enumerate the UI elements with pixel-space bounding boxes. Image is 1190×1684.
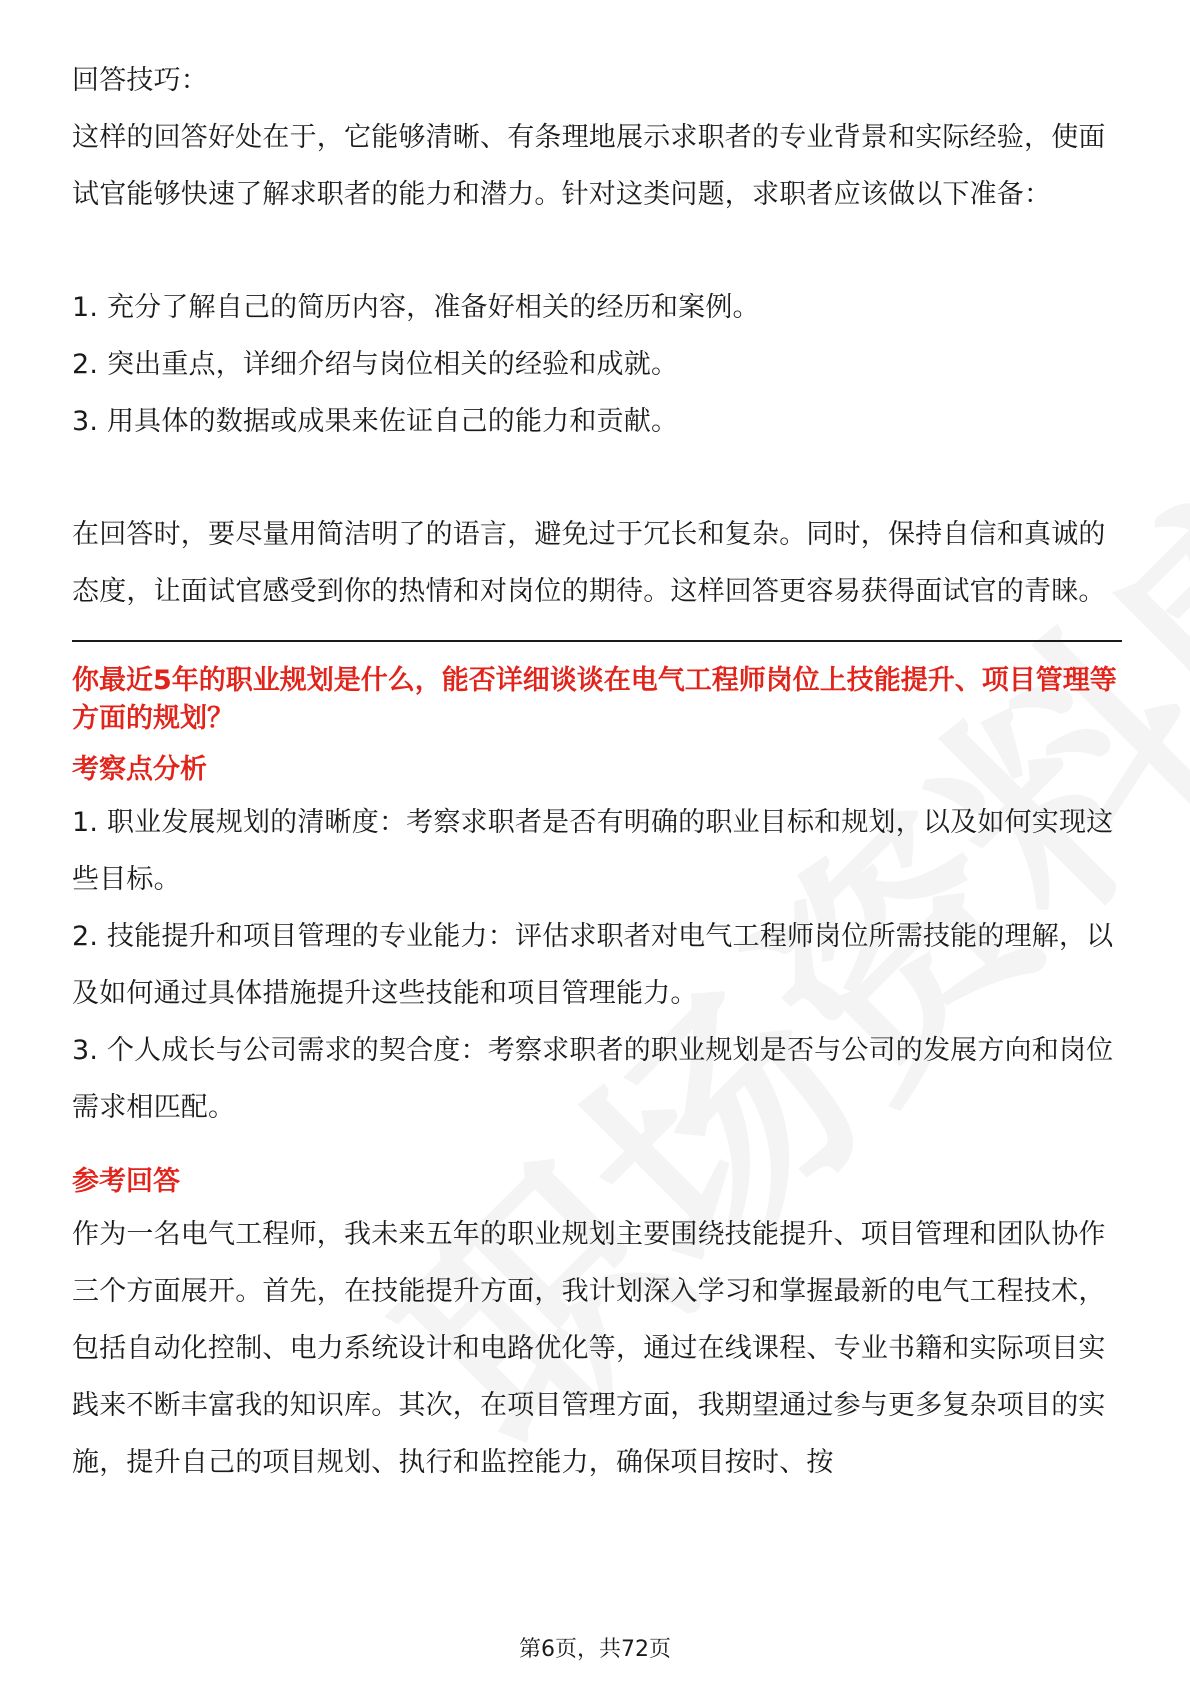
tip-item-2: 2. 突出重点，详细介绍与岗位相关的经验和成就。 bbox=[72, 349, 679, 380]
interview-question: 你最近5年的职业规划是什么，能否详细谈谈在电气工程师岗位上技能提升、项目管理等方面的规划？ bbox=[72, 665, 1117, 734]
page-content bbox=[72, 52, 1122, 1491]
analysis-title: 考察点分析 bbox=[72, 754, 207, 785]
tips-heading: 回答技巧： bbox=[72, 65, 208, 96]
tip-item-1: 1. 充分了解自己的简历内容，准备好相关的经历和案例。 bbox=[72, 292, 760, 323]
spacer bbox=[72, 223, 1122, 279]
spacer bbox=[72, 450, 1122, 506]
section-divider bbox=[72, 640, 1122, 642]
page-number: 第6页，共72页 bbox=[519, 1637, 671, 1662]
closing-paragraph: 在回答时，要尽量用简洁明了的语言，避免过于冗长和复杂。同时，保持自信和真诚的态度，让面试官感受到你的热情和对岗位的期待。这样回答更容易获得面试官的青睐。 bbox=[72, 519, 1106, 607]
tip-item-3: 3. 用具体的数据或成果来佐证自己的能力和贡献。 bbox=[72, 406, 679, 437]
analysis-item-2: 2. 技能提升和项目管理的专业能力：评估求职者对电气工程师岗位所需技能的理解，以及如何通过具体措施提升这些技能和项目管理能力。 bbox=[72, 921, 1114, 1009]
answer-text: 作为一名电气工程师，我未来五年的职业规划主要围绕技能提升、项目管理和团队协作三个方面展开。首先，在技能提升方面，我计划深入学习和掌握最新的电气工程技术，包括自动化控制、电力系统设计和电路优化等，通过在线课程、专业书籍和实际项目实践来不断丰富我的知识库。其次，在项目管理方面，我期望通过参与更多复杂项目的实施，提升自己的项目规划、执行和监控能力，确保项目按时、按 bbox=[72, 1219, 1106, 1478]
analysis-item-1: 1. 职业发展规划的清晰度：考察求职者是否有明确的职业目标和规划，以及如何实现这些目标。 bbox=[72, 807, 1114, 895]
analysis-item-3: 3. 个人成长与公司需求的契合度：考察求职者的职业规划是否与公司的发展方向和岗位需求相匹配。 bbox=[72, 1035, 1114, 1123]
tips-paragraph: 这样的回答好处在于，它能够清晰、有条理地展示求职者的专业背景和实际经验，使面试官能够快速了解求职者的能力和潜力。针对这类问题，求职者应该做以下准备： bbox=[72, 122, 1106, 210]
answer-title: 参考回答 bbox=[72, 1166, 180, 1197]
